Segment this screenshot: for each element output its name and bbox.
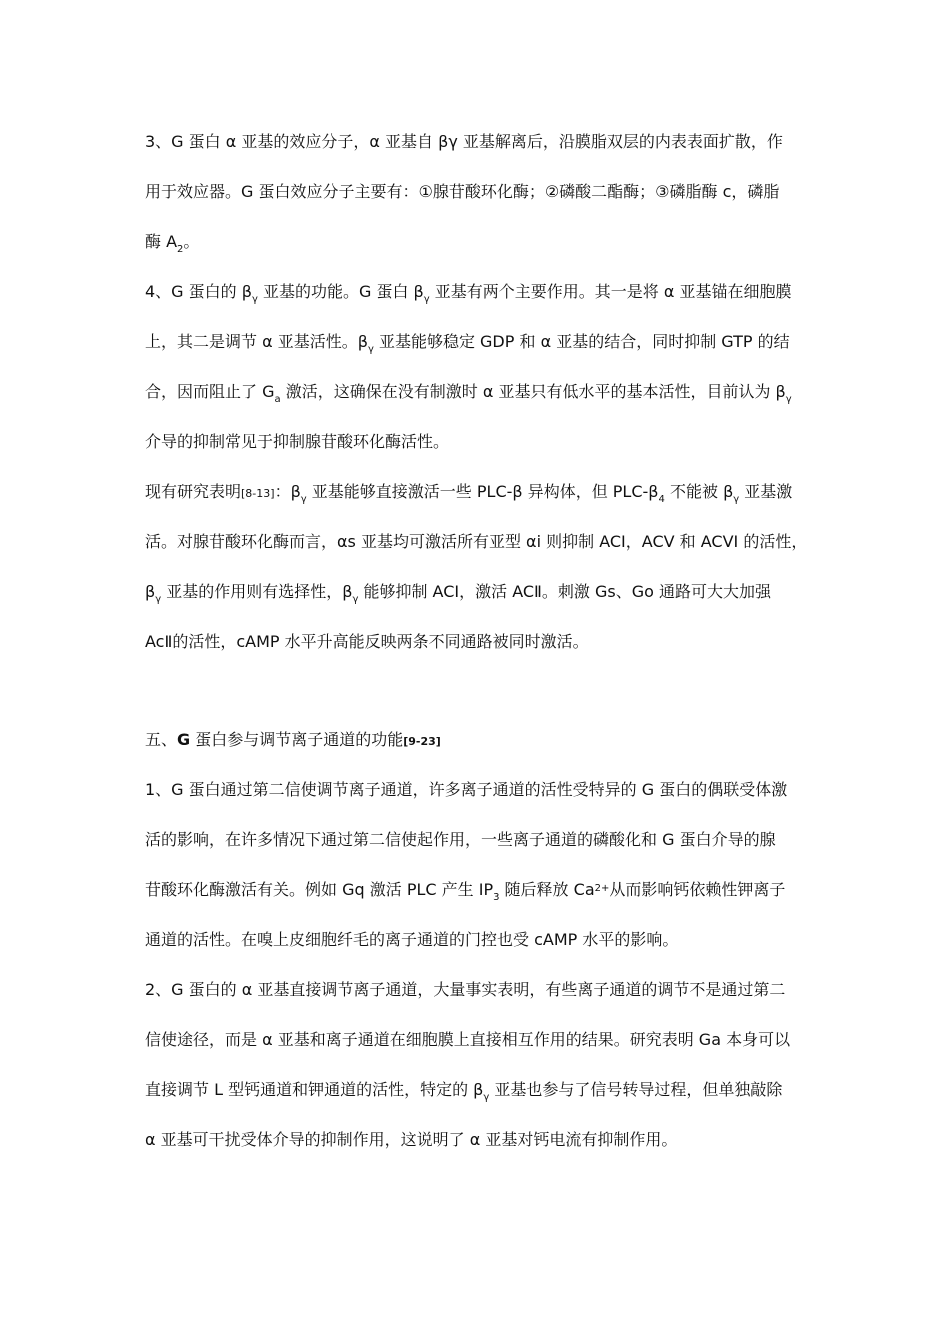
- section-5-heading: 五、G 蛋白参与调节离子通道的功能[9-23]: [145, 730, 441, 749]
- section-5-p2-line-2: 信使途径，而是 α 亚基和离子通道在细胞膜上直接相互作用的结果。研究表明 Ga 本身可以: [145, 1030, 791, 1049]
- research-line-3: $\beta_\gamma$ 亚基的作用则有选择性，$\beta_\gamma$ 能够抑制 ACⅠ，激活 ACⅡ。刺激 Gs、Go 通路可大大加强: [145, 582, 771, 605]
- section-4-line-4: 介导的抑制常见于抑制腺苷酸环化酶活性。: [145, 432, 450, 451]
- research-line-2: 活。对腺苷酸环化酶而言，αs 亚基均可激活所有亚型 αi 则抑制 ACI，ACV 和 ACVI 的活性，: [145, 532, 808, 551]
- section-5-p1-line-4: 通道的活性。在嗅上皮细胞纤毛的离子通道的门控也受 cAMP 水平的影响。: [145, 930, 679, 949]
- section-4-line-2: 上，其二是调节 α 亚基活性。$\beta_\gamma$ 亚基能够稳定 GDP 和 α 亚基的结合，同时抑制 GTP 的结: [145, 332, 790, 355]
- section-5-p2-line-4: α 亚基可干扰受体介导的抑制作用，这说明了 α 亚基对钙电流有抑制作用。: [145, 1130, 678, 1149]
- section-5-p1-line-3: 苷酸环化酶激活有关。例如 Gq 激活 PLC 产生 $IP_3$ 随后释放 $Ca^{2+}$从而影响钙依赖性钾离子: [145, 880, 786, 903]
- section-4-line-3: 合，因而阻止了 $G_a$ 激活，这确保在没有制激时 α 亚基只有低水平的基本活性，目前认为 $\beta_\gamma$: [145, 382, 792, 405]
- section-3-line-1: 3、G 蛋白 α 亚基的效应分子，α 亚基自 βγ 亚基解离后，沿膜脂双层的内表表面扩散，作: [145, 132, 783, 151]
- section-5-p2-line-1: 2、G 蛋白的 α 亚基直接调节离子通道，大量事实表明，有些离子通道的调节不是通过第二: [145, 980, 786, 999]
- section-5-p2-line-3: 直接调节 L 型钙通道和钾通道的活性，特定的 $\beta_\gamma$ 亚基也参与了信号转导过程，但单独敲除: [145, 1080, 783, 1103]
- section-5-p1-line-2: 活的影响，在许多情况下通过第二信使起作用，一些离子通道的磷酸化和 G 蛋白介导的腺: [145, 830, 776, 849]
- research-line-1: 现有研究表明[8-13]：$\beta_\gamma$ 亚基能够直接激活一些 PLC-β 异构体，但 PLC-$\beta_4$ 不能被 $\beta_\gamma$ 亚基激: [145, 482, 793, 505]
- research-line-4: AcⅡ的活性，cAMP 水平升高能反映两条不同通路被同时激活。: [145, 632, 589, 651]
- section-3-line-2: 用于效应器。G 蛋白效应分子主要有：①腺苷酸环化酶；②磷酸二酯酶；③磷脂酶 c，磷脂: [145, 182, 780, 201]
- section-5-p1-line-1: 1、G 蛋白通过第二信使调节离子通道，许多离子通道的活性受特异的 G 蛋白的偶联受体激: [145, 780, 788, 799]
- section-4-line-1: 4、G 蛋白的 $\beta_\gamma$ 亚基的功能。G 蛋白 $\beta_\gamma$ 亚基有两个主要作用。其一是将 α 亚基锚在细胞膜: [145, 282, 792, 305]
- section-3-line-3: 酶 $A_2$。: [145, 232, 200, 255]
